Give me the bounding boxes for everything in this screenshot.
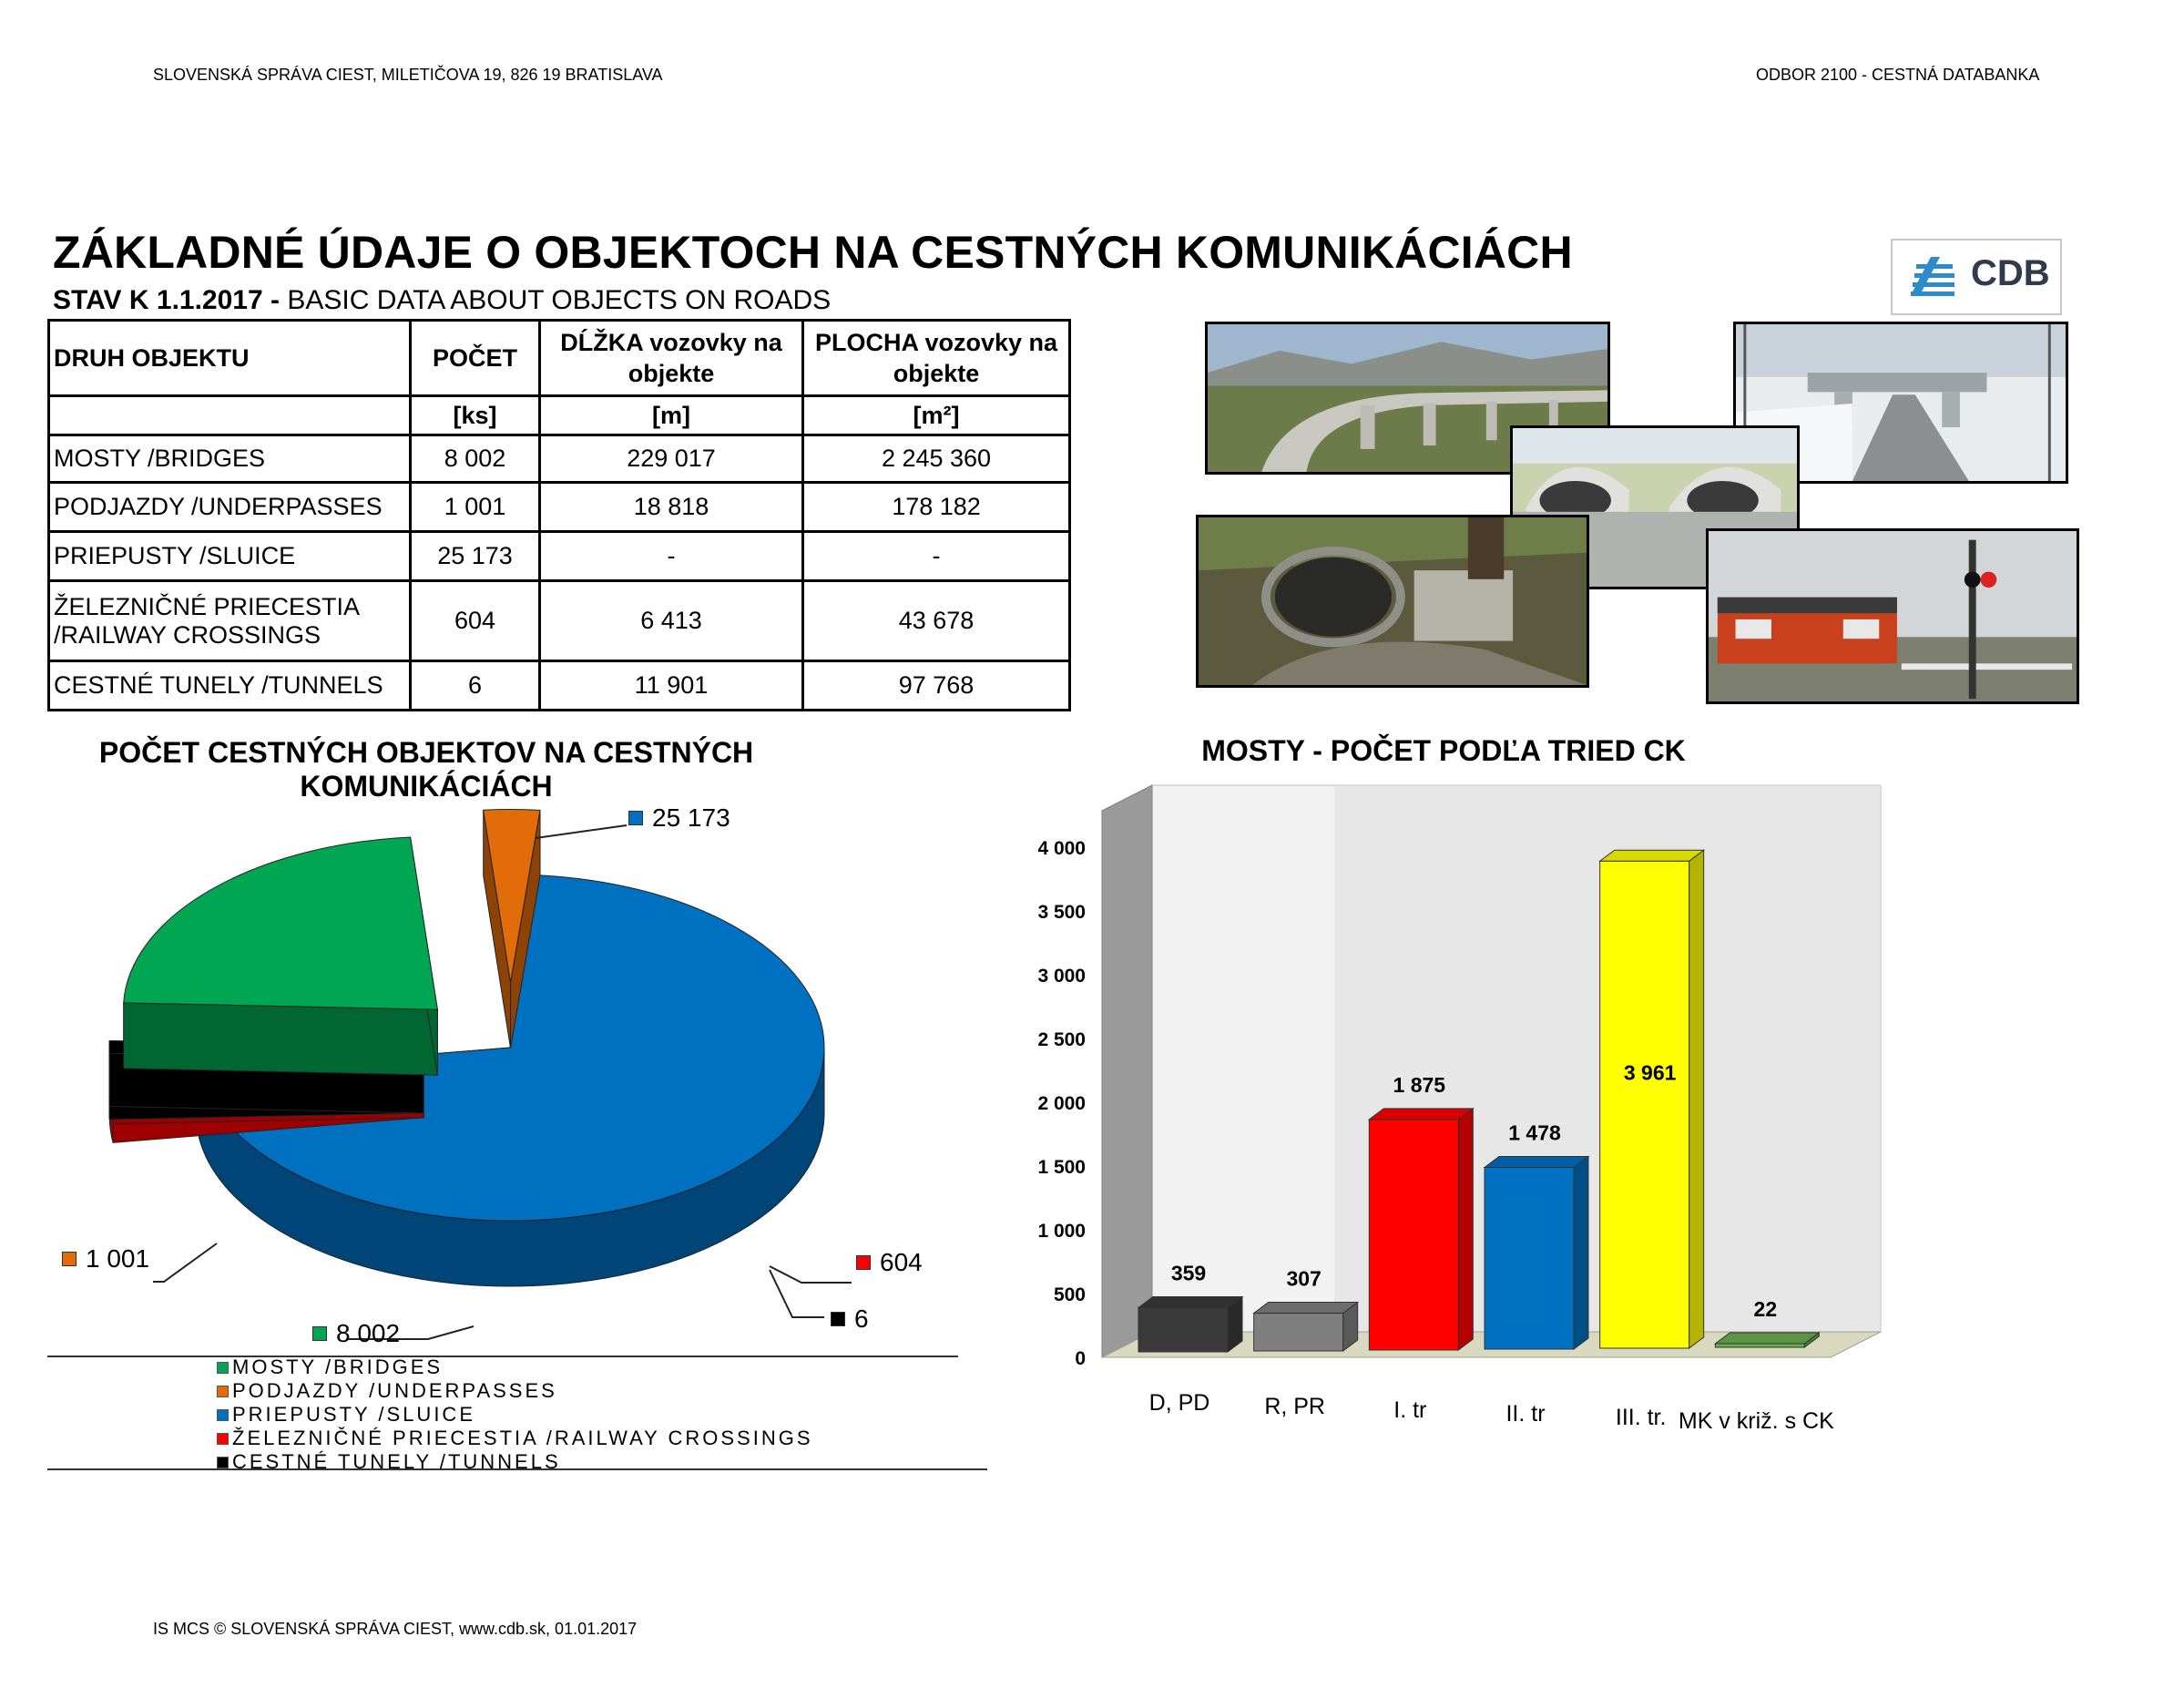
col-header-count: POČET: [411, 321, 540, 396]
legend-swatch: [217, 1362, 229, 1374]
col-header-type: DRUH OBJEKTU: [49, 321, 411, 396]
pie-label-value: 6: [854, 1304, 869, 1333]
cdb-logo: [1891, 239, 2062, 315]
table-row: [49, 435, 1070, 483]
cdb-logo-text: CDB: [1971, 253, 2050, 293]
legend-swatch: [217, 1457, 229, 1468]
bar-value-label: 359: [1170, 1261, 1207, 1285]
pie-label-railway: [856, 1248, 923, 1277]
bar-2: [1254, 1303, 1358, 1351]
bar-top: [1715, 1333, 1819, 1344]
row-length: 11 901: [540, 661, 803, 711]
x-category-label: MK v križ. s CK: [1678, 1408, 1834, 1434]
bar-side: [1689, 850, 1704, 1348]
objects-table: [47, 319, 1071, 711]
pie-leader-line: [770, 1270, 824, 1317]
x-category-label: II. tr: [1505, 1401, 1546, 1427]
bar-chart: [1002, 783, 2113, 1458]
bar-1: [1138, 1297, 1242, 1352]
pie-label-value: 604: [880, 1248, 923, 1276]
bar-5: [1600, 850, 1704, 1348]
legend-label: MOSTY /BRIDGES: [232, 1356, 444, 1378]
pie-label-swatch: [628, 811, 643, 825]
bar-front: [1600, 861, 1689, 1348]
pie-label-underpasses: [62, 1244, 149, 1274]
x-category-label: D, PD: [1148, 1390, 1210, 1416]
table-row: [49, 483, 1070, 532]
y-tick-label: 1 000: [1037, 1221, 1086, 1242]
page-title: ZÁKLADNÉ ÚDAJE O OBJEKTOCH NA CESTNÝCH KOMUNIKÁCIÁCH: [53, 227, 1573, 278]
unit-length: [m]: [540, 396, 803, 435]
row-label: ŽELEZNIČNÉ PRIECESTIA /RAILWAY CROSSINGS: [49, 581, 411, 661]
header-right: ODBOR 2100 - CESTNÁ DATABANKA: [1756, 66, 2040, 84]
row-label: PRIEPUSTY /SLUICE: [49, 532, 411, 581]
y-tick-label: 1 500: [1037, 1157, 1086, 1178]
row-area: 2 245 360: [803, 435, 1070, 483]
bar-value-label: 1 875: [1393, 1072, 1446, 1097]
subtitle-text: BASIC DATA ABOUT OBJECTS ON ROADS: [280, 285, 832, 315]
footer-text: IS MCS © SLOVENSKÁ SPRÁVA CIEST, www.cdb.sk, 01.01.2017: [153, 1620, 638, 1638]
y-tick-label: 2 500: [1037, 1029, 1086, 1050]
row-area: 178 182: [803, 483, 1070, 532]
pie-leader-line: [536, 825, 627, 838]
bar-front: [1485, 1167, 1574, 1349]
x-category-label: I. tr: [1393, 1397, 1427, 1423]
bar-value-label: 22: [1753, 1297, 1778, 1321]
bar-side: [1574, 1156, 1588, 1349]
pie-legend: [217, 1356, 813, 1474]
bar-front: [1715, 1344, 1804, 1347]
unit-type: [49, 396, 411, 435]
bar-top: [1600, 850, 1704, 861]
legend-swatch: [217, 1433, 229, 1445]
y-tick-label: 3 500: [1037, 902, 1086, 923]
col-header-area: PLOCHA vozovky na objekte: [803, 321, 1070, 396]
cdb-logo-icon: [1911, 255, 1956, 297]
table-row: [49, 581, 1070, 661]
bar-front: [1138, 1308, 1228, 1352]
page-subtitle: [53, 285, 831, 316]
row-length: 229 017: [540, 435, 803, 483]
y-tick-label: 500: [1053, 1284, 1086, 1305]
y-tick-label: 4 000: [1037, 838, 1086, 859]
row-area: 97 768: [803, 661, 1070, 711]
legend-swatch: [217, 1409, 229, 1421]
bar-value-label: 1 478: [1508, 1120, 1561, 1145]
pie-slice-bridges: [124, 837, 438, 1075]
x-category-label: R, PR: [1264, 1394, 1326, 1419]
legend-label: PRIEPUSTY /SLUICE: [232, 1403, 475, 1426]
pie-label-swatch: [831, 1312, 845, 1326]
legend-swatch: [217, 1386, 229, 1397]
col-header-length: DĹŽKA vozovky na objekte: [540, 321, 803, 396]
bar-side: [1458, 1109, 1473, 1350]
pie-label-swatch: [312, 1326, 327, 1341]
table-header-row: [49, 321, 1070, 396]
bar-4: [1485, 1156, 1588, 1349]
bar-value-label: 3 961: [1623, 1060, 1677, 1085]
bar-chart-title: MOSTY - POČET PODĽA TRIED CK: [1201, 734, 1686, 767]
pie-label-swatch: [62, 1252, 77, 1266]
table-row: [49, 661, 1070, 711]
legend-item-railway: [217, 1427, 813, 1450]
pie-label-value: 25 173: [652, 803, 730, 832]
legend-label: PODJAZDY /UNDERPASSES: [232, 1379, 557, 1402]
legend-bottom-rule: [47, 1468, 987, 1470]
pie-label-value: 1 001: [86, 1244, 150, 1273]
legend-label: CESTNÉ TUNELY /TUNNELS: [232, 1450, 561, 1473]
photo-sluice: [1196, 515, 1589, 688]
y-tick-label: 0: [1075, 1348, 1086, 1369]
row-label: PODJAZDY /UNDERPASSES: [49, 483, 411, 532]
subtitle-date: STAV K 1.1.2017 -: [53, 285, 280, 315]
pie-label-bridges: [312, 1319, 400, 1348]
pie-label-swatch: [856, 1255, 871, 1270]
row-count: 25 173: [411, 532, 540, 581]
pie-chart: [0, 783, 1002, 1366]
unit-count: [ks]: [411, 396, 540, 435]
x-category-label: III. tr.: [1615, 1405, 1667, 1430]
row-area: 43 678: [803, 581, 1070, 661]
pie-leader-line: [770, 1266, 852, 1283]
bar-top: [1138, 1297, 1242, 1308]
row-count: 6: [411, 661, 540, 711]
row-count: 8 002: [411, 435, 540, 483]
pie-chart-title: POČET CESTNÝCH OBJEKTOV NA CESTNÝCH KOMUNIKÁCIÁCH: [98, 736, 754, 803]
row-count: 1 001: [411, 483, 540, 532]
bar-top: [1485, 1156, 1588, 1167]
header-left: SLOVENSKÁ SPRÁVA CIEST, MILETIČOVA 19, 826 19 BRATISLAVA: [153, 66, 663, 84]
legend-item-tunnels: [217, 1450, 813, 1474]
y-tick-label: 2 000: [1037, 1093, 1086, 1114]
pie-label-tunnels: [831, 1304, 869, 1334]
bar-front: [1369, 1120, 1458, 1350]
bar-front: [1254, 1314, 1343, 1351]
pie-label-sluice: [628, 803, 730, 833]
bar-value-label: 307: [1286, 1266, 1322, 1291]
row-length: 18 818: [540, 483, 803, 532]
legend-item-bridges: [217, 1356, 813, 1379]
pie-label-value: 8 002: [336, 1319, 401, 1347]
row-count: 604: [411, 581, 540, 661]
table-units-row: [49, 396, 1070, 435]
row-label: MOSTY /BRIDGES: [49, 435, 411, 483]
legend-item-underpasses: [217, 1379, 813, 1403]
unit-area: [m²]: [803, 396, 1070, 435]
legend-item-sluice: [217, 1403, 813, 1427]
row-length: 6 413: [540, 581, 803, 661]
row-length: -: [540, 532, 803, 581]
bar-top: [1254, 1303, 1358, 1314]
bar-6: [1715, 1333, 1819, 1347]
bar-side-wall: [1102, 785, 1152, 1357]
pie-leader-line: [153, 1243, 217, 1282]
table-row: [49, 532, 1070, 581]
photo-railway-crossing: [1706, 528, 2079, 704]
y-tick-label: 3 000: [1037, 966, 1086, 987]
row-area: -: [803, 532, 1070, 581]
bar-3: [1369, 1109, 1473, 1350]
legend-label: ŽELEZNIČNÉ PRIECESTIA /RAILWAY CROSSINGS: [232, 1427, 813, 1449]
bar-top: [1369, 1109, 1473, 1120]
row-label: CESTNÉ TUNELY /TUNNELS: [49, 661, 411, 711]
